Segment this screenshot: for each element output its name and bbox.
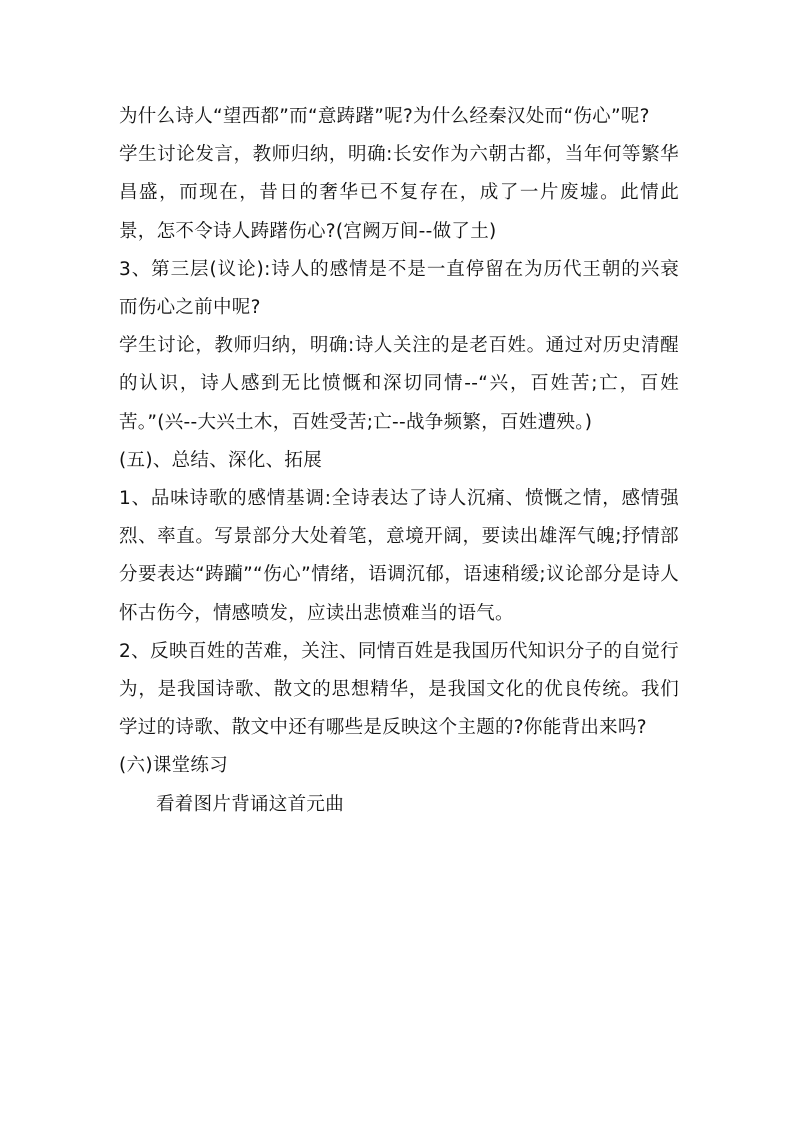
section-heading-exercise: (六)课堂练习 [119, 755, 229, 777]
paragraph-point-1: 1、品味诗歌的感情基调:全诗表达了诗人沉痛、愤慨之情，感情强烈、率直。写景部分大处着笔，意境开阔，要读出雄浑气魄;抒情部分要表达“踌躏”“伤心”情绪，语调沉郁，语速稍缓;议论部分是诗人怀古伤今，情感喷发，应读出悲愤难当的语气。 [119, 488, 679, 624]
section-heading-summary: (五)、总结、深化、拓展 [119, 449, 323, 471]
paragraph-question: 为什么诗人“望西都”而“意踌躇”呢?为什么经秦汉处而“伤心”呢? [119, 106, 650, 127]
paragraph-exercise-instruction: 看着图片背诵这首元曲 [156, 793, 345, 815]
document-body [119, 98, 679, 824]
paragraph-discussion-1: 学生讨论发言，教师归纳，明确:长安作为六朝古都，当年何等繁华昌盛，而现在，昔日的奢华已不复存在，成了一片废墟。此情此景，怎不令诗人踌躇伤心?(宫阙万间--做了土) [119, 144, 679, 242]
paragraph-third-layer: 3、第三层(议论):诗人的感情是不是一直停留在为历代王朝的兴衰而伤心之前中呢? [119, 258, 679, 319]
paragraph-discussion-2: 学生讨论，教师归纳，明确:诗人关注的是老百姓。通过对历史清醒的认识，诗人感到无比愤慨和深切同情--“兴，百姓苦;亡，百姓苦。”(兴--大兴土木，百姓受苦;亡--战争频繁，百姓遭殃。) [119, 335, 679, 433]
paragraph-point-2: 2、反映百姓的苦难，关注、同情百姓是我国历代知识分子的自觉行为，是我国诗歌、散文的思想精华，是我国文化的优良传统。我们学过的诗歌、散文中还有哪些是反映这个主题的?你能背出来吗? [119, 640, 679, 739]
